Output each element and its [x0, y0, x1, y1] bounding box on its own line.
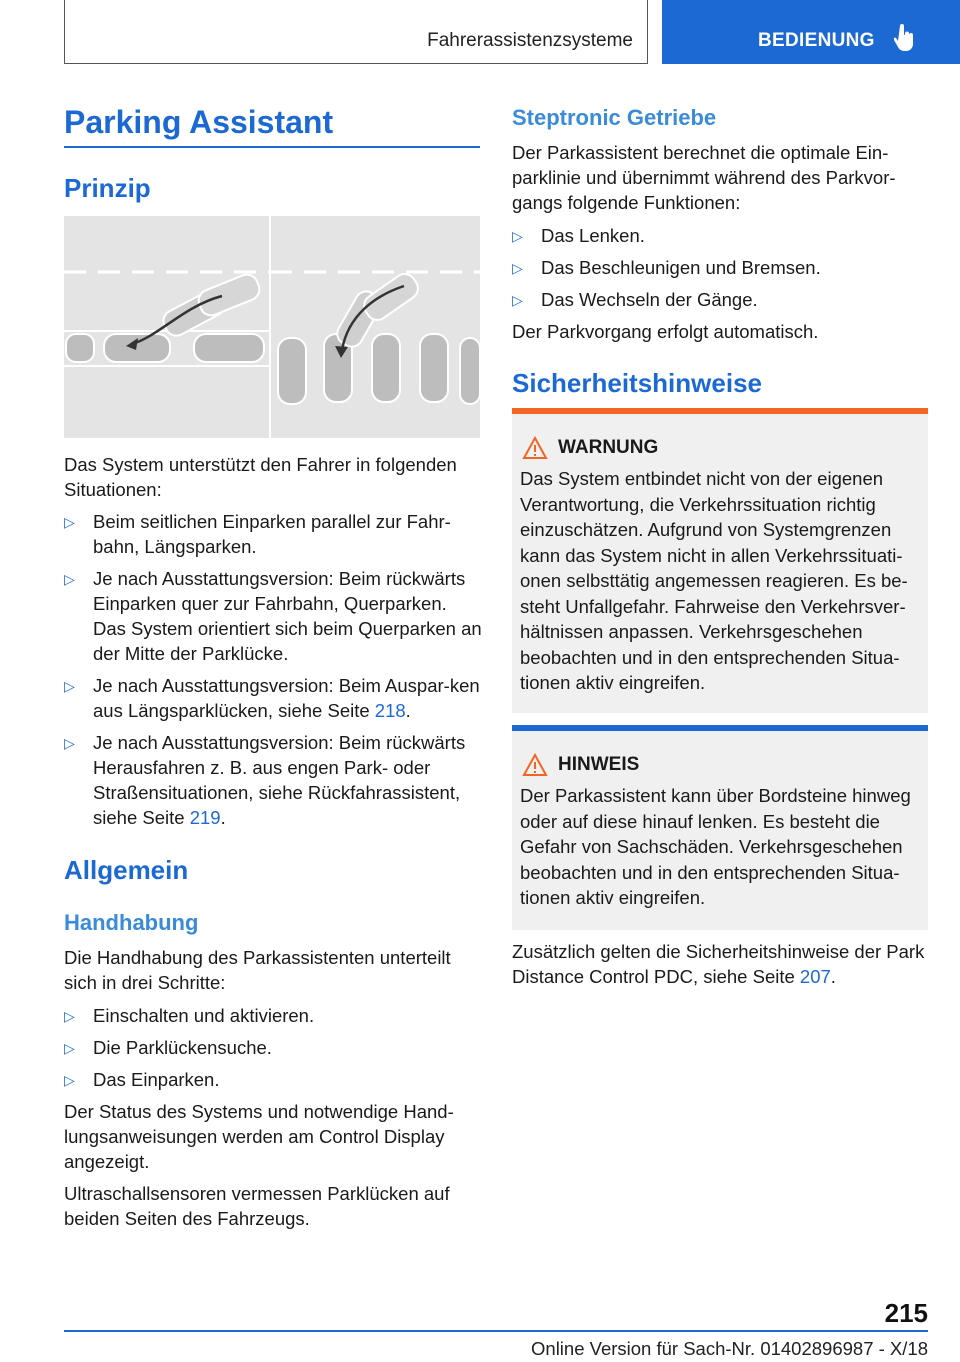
status-text: Der Status des Systems und notwendige Hand-lungsanweisungen werden am Control Display angezeigt. [64, 1101, 454, 1172]
hint-triangle-icon [522, 753, 548, 777]
auto-text: Der Parkvorgang erfolgt automatisch. [512, 321, 819, 342]
hint-text: Der Parkassistent kann über Bordsteine hinweg oder auf diese hinauf lenken. Es besteht die Gefahr von Sachschäden. Verkehrsgeschehen beobachten und in den entsprechenden Situa-tionen aktiv eingreifen. [520, 785, 911, 908]
bullet-triangle-icon: ▷ [64, 1072, 75, 1088]
bullet-triangle-icon: ▷ [512, 228, 523, 244]
header-section-tab [64, 0, 648, 64]
hint-bar [512, 725, 928, 731]
bullet-triangle-icon: ▷ [64, 735, 75, 751]
bullet-triangle-icon: ▷ [64, 514, 75, 530]
steptronic-text: Der Parkassistent berechnet die optimale Ein-parklinie und übernimmt während des Parkvor-gangs folgende Funktionen: [512, 142, 896, 213]
warning-text: Das System entbindet nicht von der eigenen Verantwortung, die Verkehrssituation richtig einzuschätzen. Aufgrund von Systemgrenzen kann das System nicht in allen Verkehrssituati-onen selbsttätig angemessen reagieren. Es be-steht Unfallgefahr. Fahrweise den Verkehrsver-hältnissen anpassen. Verkehrsgeschehen beobachten und in den entsprechenden Situa-tionen aktiv eingreifen. [520, 468, 908, 693]
page-number: 215 [884, 1298, 928, 1328]
warning-box [512, 408, 928, 713]
header-chapter-tab [662, 0, 960, 64]
heading-steptronic: Steptronic Getriebe [512, 105, 717, 130]
page-link-207[interactable]: 207 [799, 966, 831, 987]
bullet-triangle-icon: ▷ [512, 260, 523, 276]
ultraschall-text: Ultraschallsensoren vermessen Parklücken auf beiden Seiten des Fahrzeugs. [64, 1183, 450, 1229]
intro-text: Das System unterstützt den Fahrer in folgenden Situationen: [64, 454, 457, 500]
bullet-triangle-icon: ▷ [64, 678, 75, 694]
title-rule [64, 146, 480, 148]
parking-illustration [64, 216, 480, 438]
handhabung-text: Die Handhabung des Parkassistenten unterteilt sich in drei Schritte: [64, 947, 451, 993]
footer-online-version: Online Version für Sach-Nr. 01402896987 - X/18 [531, 1338, 928, 1359]
page-link-219[interactable]: 219 [189, 807, 221, 828]
hand-pointer-icon [894, 24, 916, 52]
hint-box [512, 725, 928, 930]
heading-allgemein: Allgemein [64, 855, 189, 885]
heading-handhabung: Handhabung [64, 910, 199, 935]
bullet-triangle-icon: ▷ [512, 292, 523, 308]
bullet-triangle-icon: ▷ [64, 571, 75, 587]
warning-bar [512, 408, 928, 414]
heading-sicherheitshinweise: Sicherheitshinweise [512, 368, 762, 398]
page-title: Parking Assistant [64, 104, 334, 140]
page-link-218[interactable]: 218 [374, 700, 406, 721]
extra-safety-text: Zusätzlich gelten die Sicherheitshinweise der Park Distance Control PDC, siehe Seite 207. [512, 941, 925, 987]
header-section-label: Fahrerassistenzsysteme [427, 30, 633, 51]
hint-title: HINWEIS [558, 754, 640, 775]
warning-triangle-icon [522, 436, 548, 460]
bullet-triangle-icon: ▷ [64, 1008, 75, 1024]
warning-title: WARNUNG [558, 437, 659, 458]
footer-rule [64, 1330, 928, 1332]
bullet-triangle-icon: ▷ [64, 1040, 75, 1056]
parking-diagram [64, 216, 480, 438]
heading-prinzip: Prinzip [64, 173, 151, 203]
header-chapter-label: BEDIENUNG [758, 30, 875, 51]
